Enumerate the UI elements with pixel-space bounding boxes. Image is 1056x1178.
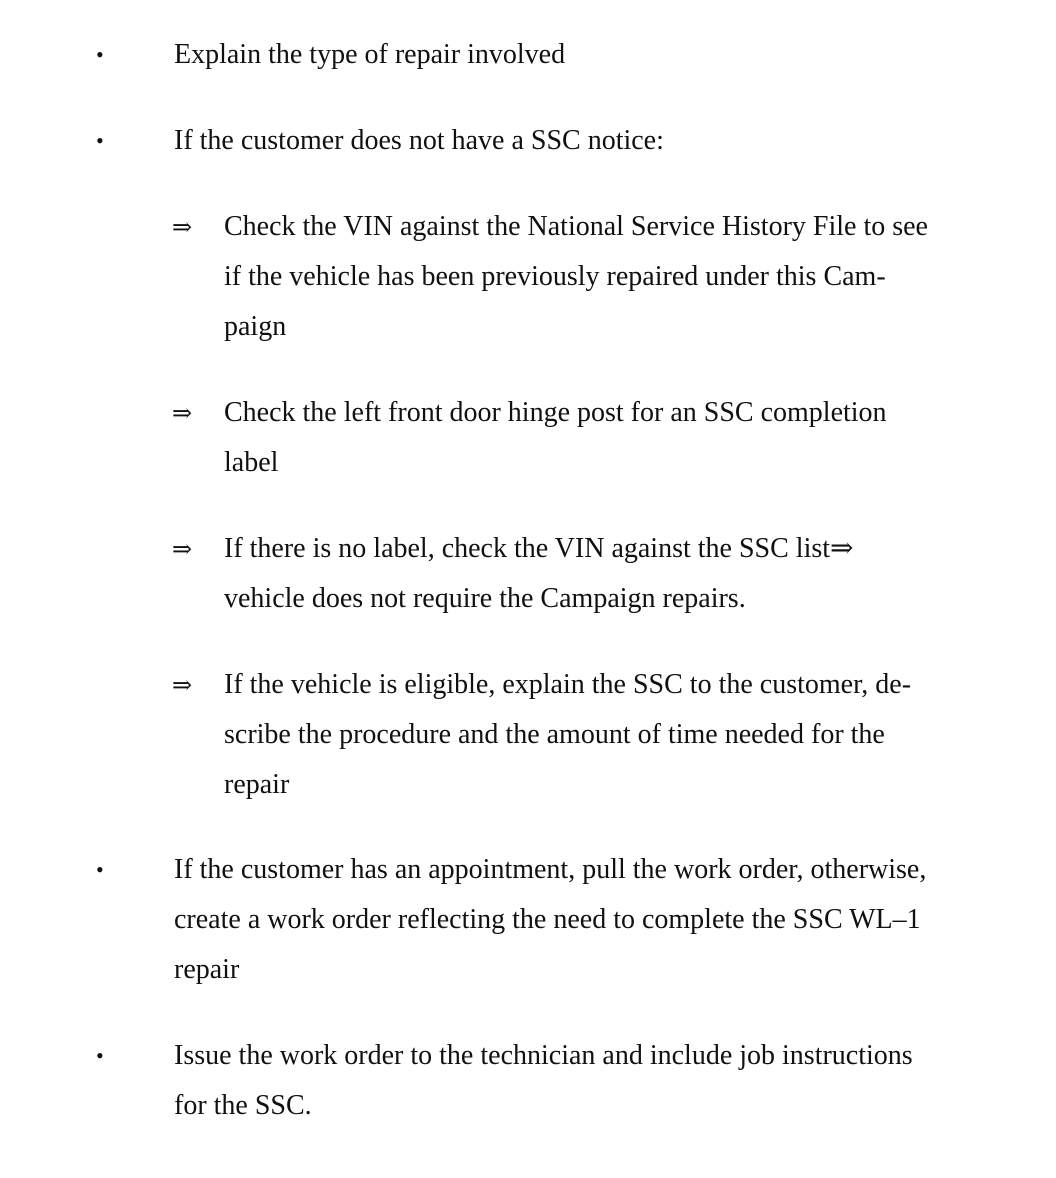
subitem-text-line: repair xyxy=(224,769,290,800)
subitem-text-line: paign xyxy=(224,311,287,342)
subitem-text-line: If there is no label, check the VIN against the SSC list⇒ xyxy=(224,533,854,564)
bullet-text-line: If the customer does not have a SSC notice: xyxy=(174,125,664,156)
arrow-marker: ⇒ xyxy=(172,671,193,699)
subitem-text-line: if the vehicle has been previously repaired under this Cam- xyxy=(224,261,886,292)
subitem-text-line: scribe the procedure and the amount of time needed for the xyxy=(224,719,885,750)
bullet-text-line: Explain the type of repair involved xyxy=(174,39,566,70)
bullet-marker: • xyxy=(96,1043,104,1068)
subitem-text-line: Check the left front door hinge post for an SSC completion xyxy=(224,397,887,428)
subitem-text-line: If the vehicle is eligible, explain the SSC to the customer, de- xyxy=(224,669,912,700)
subitem-text-line: label xyxy=(224,447,279,478)
bullet-text-line: for the SSC. xyxy=(174,1090,312,1121)
bullet-marker: • xyxy=(96,42,104,67)
bullet-text-line: Issue the work order to the technician and include job instructions xyxy=(174,1040,913,1071)
bullet-text-line: create a work order reflecting the need to complete the SSC WL–1 xyxy=(174,904,921,935)
bullet-marker: • xyxy=(96,128,104,153)
bullet-marker: • xyxy=(96,857,104,882)
bullet-text-line: repair xyxy=(174,954,240,985)
bullet-text-line: If the customer has an appointment, pull the work order, otherwise, xyxy=(174,854,927,885)
arrow-marker: ⇒ xyxy=(172,535,193,563)
arrow-marker: ⇒ xyxy=(172,213,193,241)
subitem-text-line: vehicle does not require the Campaign repairs. xyxy=(224,583,746,614)
arrow-marker: ⇒ xyxy=(172,399,193,427)
subitem-text-line: Check the VIN against the National Service History File to see xyxy=(224,211,928,242)
